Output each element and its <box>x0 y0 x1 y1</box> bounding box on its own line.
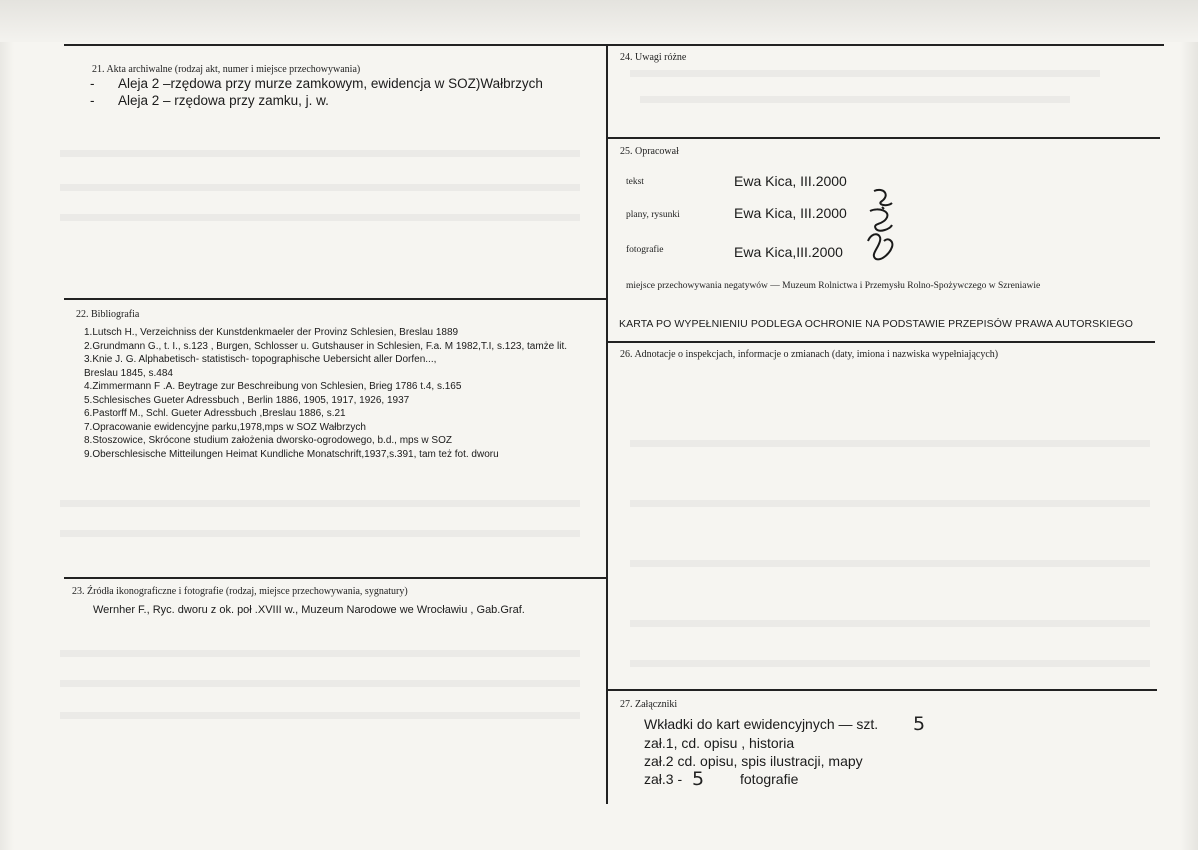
archival-item: - Aleja 2 –rzędowa przy murze zamkowym, ewidencja w SOZ)Wałbrzych <box>90 75 543 92</box>
bibliography-item: 7.Opracowanie ewidencyjne parku,1978,mps w SOZ Wałbrzych <box>84 421 366 433</box>
handwritten-count: 5 <box>692 768 705 790</box>
bleed-through <box>60 500 580 507</box>
bibliography-item: 4.Zimmermann F .A. Beytrage zur Beschreibung von Schlesien, Brieg 1786 t.4, s.165 <box>84 381 462 392</box>
copyright-notice: KARTA PO WYPEŁNIENIU PODLEGA OCHRONIE NA PODSTAWIE PRZEPISÓW PRAWA AUTORSKIEGO <box>619 318 1134 330</box>
attachment-text: Wkładki do kart ewidencyjnych — szt. <box>644 716 879 732</box>
archival-list <box>90 75 543 109</box>
handwritten-signature <box>858 185 900 263</box>
divider-25-26 <box>607 341 1155 343</box>
bleed-through <box>60 150 580 157</box>
bleed-through <box>60 214 580 221</box>
iconographic-source: Wernher F., Ryc. dworu z ok. poł .XVIII w., Muzeum Narodowe we Wrocławiu , Gab.Graf. <box>93 604 525 616</box>
bibliography-item: 9.Oberschlesische Mitteilungen Heimat Kundliche Monatschrift,1937,s.391, tam też fot. dworu <box>84 448 499 460</box>
divider-24-25 <box>607 137 1160 139</box>
prepared-row-key: plany, rysunki <box>626 210 680 220</box>
bleed-through <box>630 560 1150 567</box>
attachment-line: zał.1, cd. opisu , historia <box>644 735 795 751</box>
bibliography-item: 2.Grundmann G., t. I., s.123 , Burgen, Schlosser u. Gutshauser in Schlesien, F.a. M 1982,T.I, s.123, tamże lit. <box>84 340 568 352</box>
prepared-row-key: tekst <box>626 177 644 187</box>
bibliography-list <box>84 326 594 461</box>
bleed-through <box>640 96 1070 103</box>
bleed-through <box>630 660 1150 667</box>
bibliography-item: 1.Lutsch H., Verzeichniss der Kunstdenkmaeler der Provinz Schlesien, Breslau 1889 <box>84 327 459 338</box>
section-21-label: 21. Akta archiwalne (rodzaj akt, numer i miejsce przechowywania) <box>92 64 361 75</box>
archival-item: - Aleja 2 – rzędowa przy zamku, j. w. <box>90 92 543 109</box>
bleed-through <box>630 70 1100 77</box>
scan-margin <box>0 0 1198 42</box>
bleed-through <box>60 650 580 657</box>
bibliography-item: Breslau 1845, s.484 <box>84 367 173 379</box>
bleed-through <box>60 712 580 719</box>
attachment-line: zał.2 cd. opisu, spis ilustracji, mapy <box>644 753 863 769</box>
bleed-through <box>630 620 1150 627</box>
divider-21-22 <box>64 298 607 300</box>
attachment-line: fotografie <box>740 771 799 787</box>
section-26-label: 26. Adnotacje o inspekcjach, informacje o zmianach (daty, imiona i nazwiska wypełniających) <box>620 349 999 360</box>
attachment-line: zał.3 - <box>644 771 683 787</box>
attachment-line <box>644 716 878 732</box>
section-25-label: 25. Opracował <box>620 146 679 157</box>
bibliography-item: 5.Schlesisches Gueter Adressbuch , Berlin 1886, 1905, 1917, 1926, 1937 <box>84 394 410 406</box>
bleed-through <box>60 184 580 191</box>
prepared-row-value: Ewa Kica, III.2000 <box>734 205 847 221</box>
prepared-row-value: Ewa Kica,III.2000 <box>734 244 843 260</box>
section-22-label: 22. Bibliografia <box>76 309 140 320</box>
bibliography-item: 6.Pastorff M., Schl. Gueter Adressbuch ,Breslau 1886, s.21 <box>84 408 346 419</box>
divider-22-23 <box>64 577 607 579</box>
section-23-label: 23. Źródła ikonograficzne i fotografie (rodzaj, miejsce przechowywania, sygnatury) <box>72 586 408 597</box>
negatives-storage: miejsce przechowywania negatywów — Muzeum Rolnictwa i Przemysłu Rolno-Spożywczego w Szreniawie <box>626 281 1041 291</box>
frame-top-line <box>64 44 1164 46</box>
bleed-through <box>60 680 580 687</box>
bleed-through <box>630 500 1150 507</box>
bleed-through <box>60 530 580 537</box>
bibliography-item: 3.Knie J. G. Alphabetisch- statistisch- topographische Uebersicht aller Dorfen..., <box>84 354 437 365</box>
bibliography-item: 8.Stoszowice, Skrócone studium założenia dworsko-ogrodowego, b.d., mps w SOZ <box>84 435 452 446</box>
handwritten-count: 5 <box>913 713 926 735</box>
prepared-row-key: fotografie <box>626 245 664 255</box>
section-24-label: 24. Uwagi różne <box>620 52 687 63</box>
section-27-label: 27. Załączniki <box>620 699 678 710</box>
divider-26-27 <box>607 689 1157 691</box>
prepared-row-value: Ewa Kica, III.2000 <box>734 173 847 189</box>
bleed-through <box>630 440 1150 447</box>
